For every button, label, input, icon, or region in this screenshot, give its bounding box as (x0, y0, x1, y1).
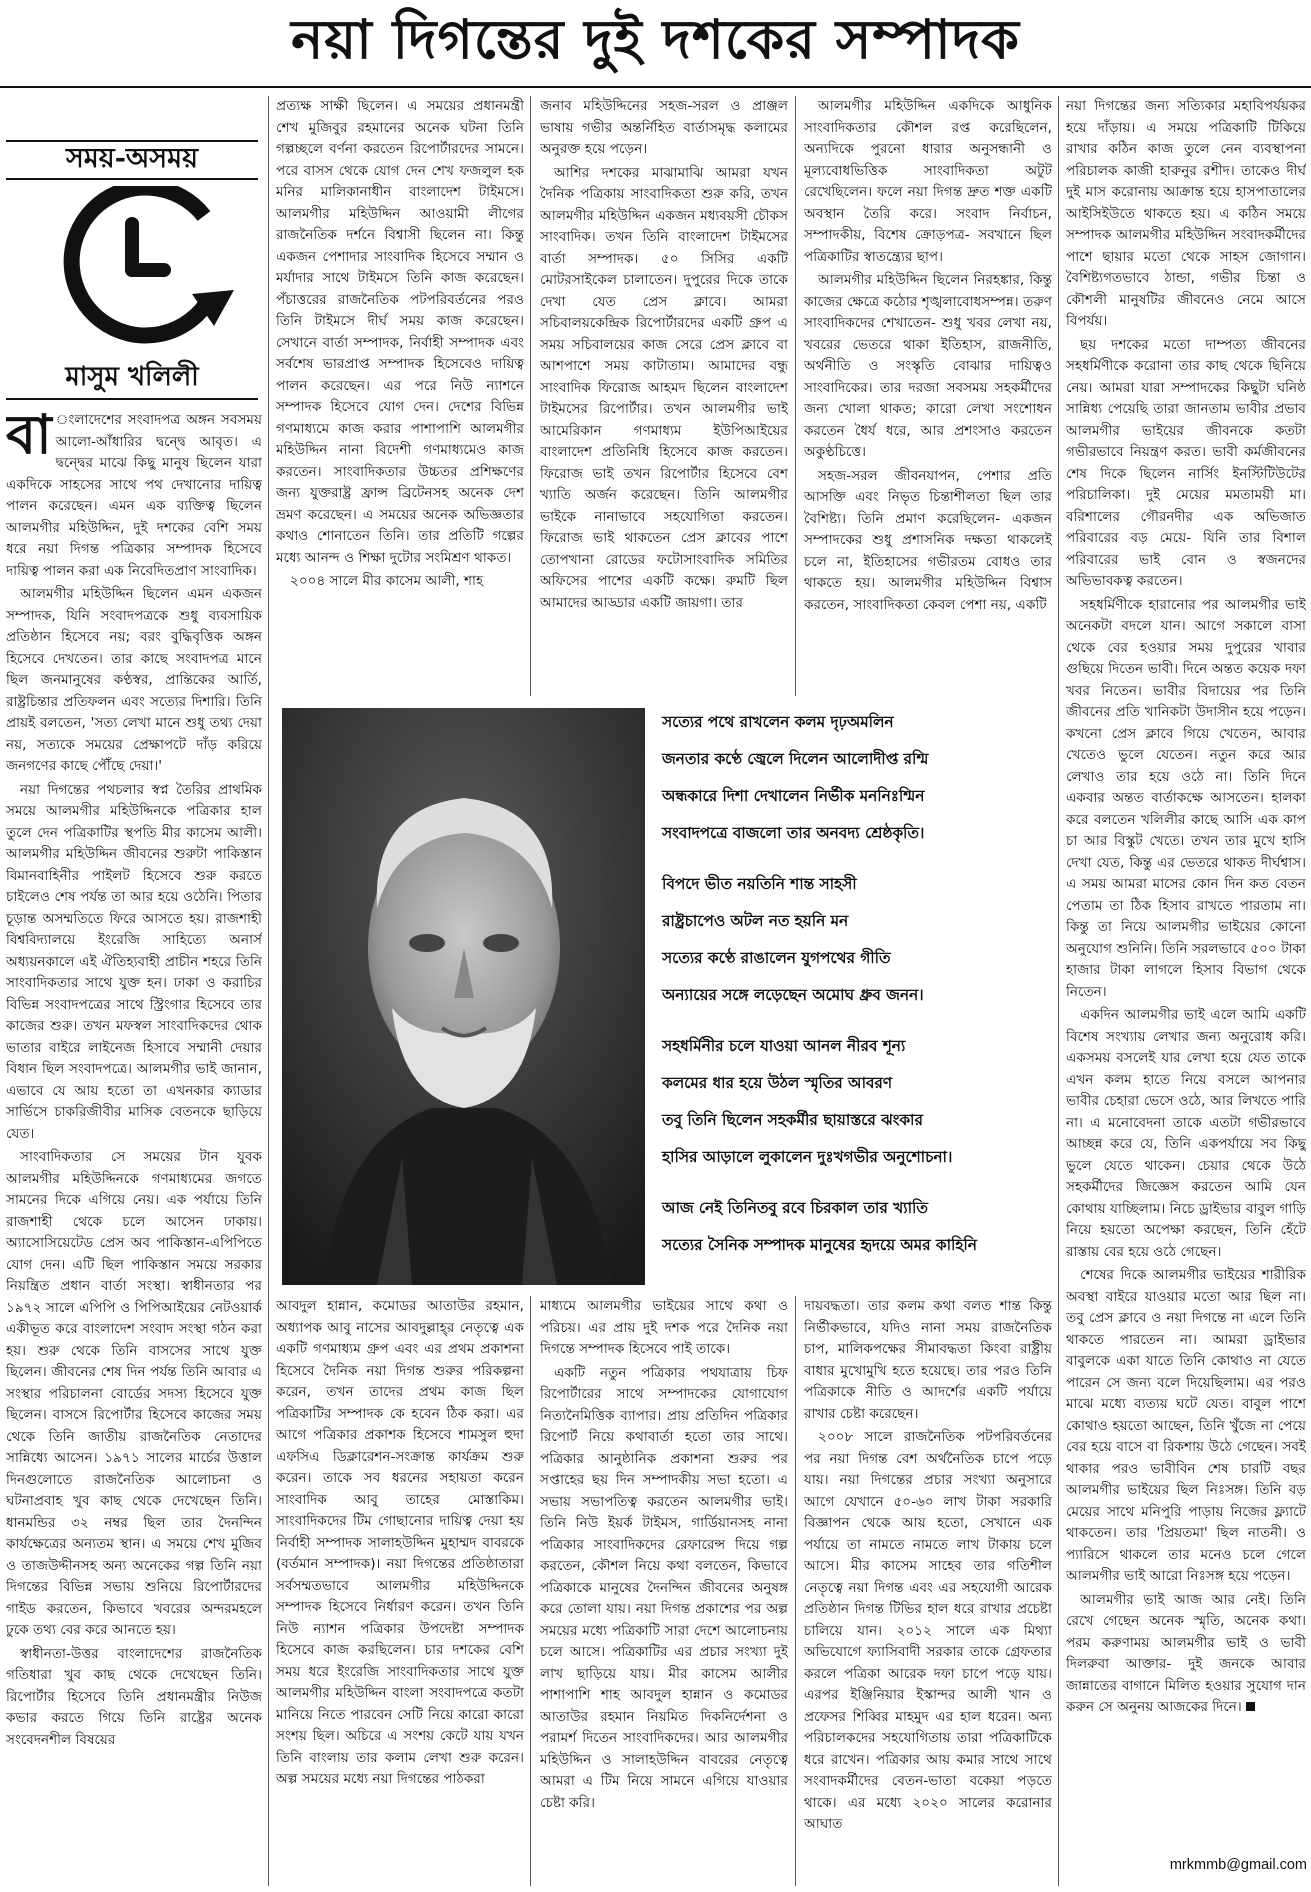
drop-cap: বা (6, 410, 52, 466)
column-title: সময়-অসময় (6, 140, 258, 180)
poem-line: হাসির আড়ালে লুকালেন দুঃখগভীর অনুশোচনা। (662, 1148, 953, 1166)
paragraph: নয়া দিগন্তের জন্য সত্যিকার মহাবিপর্যয়কর হয়ে দাঁড়ায়। এ সময়ে পত্রিকাটি টিকিয়ে রাখার কঠিন কাজ তুলে নেন ব্যবস্থাপনা পরিচালক কাজী হারুনুর রশীদ। তাকেও দীর্ঘ দুই মাস করোনায় আক্রান্ত হয়ে হাসপাতালের আইসিইউতে থাকতে হয়। এ কঠিন সময়ে সম্পাদক আলমগীর মহিউদ্দিন সংবাদকর্মীদের পাশে ছায়ার মতো থেকে সাহস জোগান। বৈশিষ্ট্যগতভাবে ঠান্ডা, গভীর চিন্তা ও কৌশলী মানুষটির জীবনেও নেমে আসে বিপর্যয়। (1066, 98, 1306, 329)
poem-stanza (662, 1190, 1046, 1264)
paragraph: আলমগীর মহিউদ্দিন একদিকে আধুনিক সাংবাদিকতার কৌশল রপ্ত করেছিলেন, অন্যদিকে পুরনো ধারার অনুসন্ধানী ও মূল্যবোধভিত্তিক সাংবাদিকতা অটুট রেখেছিলেন। ফলে নয়া দিগন্ত দ্রুত শক্ত একটি অবস্থান তৈরি করে। সংবাদ নির্বাচন, সম্পাদকীয়, বিশেষ ক্রোড়পত্র- সবখানে ছিল পত্রিকাটির স্বাতন্ত্র্যের ছাপ। (804, 98, 1052, 265)
paragraph: নয়া দিগন্তের পথচলার স্বপ্ন তৈরির প্রাথমিক সময়ে আলমগীর মহিউদ্দিনকে পত্রিকার হাল তুলে দেন পত্রিকাটির স্থপতি মীর কাসেম আলী। আলমগীর মহিউদ্দিন জীবনের শুরুটা পাকিস্তান বিমানবাহিনীর পাইলট হিসেবে শুরু করতে চাইলেও শেষ পর্যন্ত তা আর হয়ে ওঠেনি। পিতার চূড়ান্ত অসম্মতিতে ফিরে আসতে হয়। রাজশাহী বিশ্ববিদ্যালয়ে ইংরেজি সাহিত্যে অনার্স অধ্যয়নকালে এই ঐতিহ্যবাহী প্রাচীন শহরে তিনি সাংবাদিকতার সাথে যুক্ত হন। ঢাকা ও করাচির বিভিন্ন সংবাদপত্রের সাথে স্ট্রিংগার হিসেবে তার কাজের শুরু। তখন মফস্বল সাংবাদিকদের থোক ভাতার বাইরে লাইনেজ হিসাবে সম্মানী দেয়ার বিধান ছিল সংবাদপত্রে। আলমগীর ভাই জানান, এভাবে যে আয় হতো তা এখনকার ক্যাডার সার্ভিসে চাকরিজীবীর মাসিক বেতনকে ছাড়িয়ে যেত। (6, 781, 262, 1142)
clock-icon (14, 186, 250, 356)
column-rule (795, 96, 796, 696)
paragraph: একদিন আলমগীর ভাই এলে আমি একটি বিশেষ সংখ্যায় লেখার জন্য অনুরোধ করি। একসময় বসলেই যার লেখা হয়ে যেত তাকে এখন কলম হাতে নিয়ে বসলে আপনার ভাবীর চেহারা ভেসে ওঠে, আর লিখতে পারি না। এ মনোবেদনা তাকে এতটা গভীরভাবে আচ্ছন্ন করে যে, তিনি একপর্যায়ে সব কিছু ভুলে যেতে থাকেন। চেয়ার থেকে উঠে সহকর্মীদের জিজ্ঞেস করতেন আমি যেন কোথায় যাচ্ছিলাম। নিচে ড্রাইভার বাবুল গাড়ি নিয়ে হয়তো অপেক্ষা করছেন, তিনি হেঁটে রাস্তায় বের হয়ে ওঠে গেছেন। (1066, 1007, 1306, 1260)
paragraph: আশির দশকের মাঝামাঝি আমরা যখন দৈনিক পত্রিকায় সাংবাদিকতা শুরু করি, তখন আলমগীর মহিউদ্দিন একজন মধ্যবয়সী চৌকস সাংবাদিক। তখন তিনি বাংলাদেশ টাইমসের বার্তা সম্পাদক। ৫০ সিসির একটি মোটরসাইকেল চালাতেন। দুপুরের দিকে তাকে দেখা যেত প্রেস ক্লাবে। আমরা সচিবালয়কেন্দ্রিক রিপোর্টারদের একটি গ্রুপ এ সময় সচিবালয়ের কাজ সেরে প্রেস ক্লাবে বা আশপাশে সময় কাটাতাম। আমাদের বন্ধু সাংবাদিক ফিরোজ আহমদ ছিলেন বাংলাদেশ টাইমসের রিপোর্টার। তখন আলমগীর ভাই আমেরিকান গণমাধ্যম ইউপিআইয়ের বাংলাদেশ প্রতিনিধি হিসেবে কাজ করতেন। ফিরোজ ভাই তখন রিপোর্টার হিসেবে বেশ খ্যাতি অর্জন করেছেন। তিনি আলমগীর ভাইকে নানাভাবে সহযোগিতা করতেন। ফিরোজ ভাই থাকতেন প্রেস ক্লাবের পাশে তোপখানা রোডের ফটোসাংবাদিক সমিতির অফিসের পাশের একটি কক্ষে। রুমটি ছিল আমাদের আড্ডার একটি জায়গা। তার (540, 164, 788, 611)
column-2-upper (276, 96, 524, 696)
paragraph: মাধ্যমে আলমগীর ভাইয়ের সাথে কথা ও পরিচয়। এর প্রায় দুই দশক পরে দৈনিক নয়া দিগন্তে সম্পাদক হিসেবে পাই তাকে। (540, 1298, 788, 1357)
poem-line: আজ নেই তিনিতবু রবে চিরকাল তার খ্যাতি (662, 1199, 928, 1217)
poem-line: সত্যের সৈনিক সম্পাদক মানুষের হৃদয়ে অমর কাহিনি (662, 1236, 977, 1254)
end-mark (1246, 1702, 1255, 1711)
poem-line: অন্যায়ের সঙ্গে লড়েছেন অমোঘ ধ্রুব জনন। (662, 986, 924, 1004)
paragraph: প্রত্যক্ষ সাক্ষী ছিলেন। এ সময়ের প্রধানমন্ত্রী শেখ মুজিবুর রহমানের অনেক ঘটনা তিনি গল্পচ্ছলে বর্ণনা করতেন রিপোর্টারদের সামনে। পরে বাসস থেকে যোগ দেন শেখ ফজলুল হক মনির মালিকানাধীন বাংলাদেশ টাইমসে। আলমগীর মহিউদ্দিন আওয়ামী লীগের রাজনৈতিক দর্শনে বিশ্বাসী ছিলেন না। কিন্তু একজন পেশাদার সাংবাদিক হিসেবে সম্মান ও মর্যাদার সাথে টাইমসে তিনি কাজ করেছেন। পঁচাত্তরের রাজনৈতিক পটপরিবর্তনের পরও তিনি টাইমসে দীর্ঘ সময় কাজ করেছেন। সেখানে বার্তা সম্পাদক, নির্বাহী সম্পাদক এবং সর্বশেষ ভারপ্রাপ্ত সম্পাদক হিসেবেও দায়িত্ব পালন করেছেন। এর পরে নিউ ন্যাশনে সম্পাদক হিসেবে যোগ দেন। দেশের বিভিন্ন গণমাধ্যমে কাজ করার পাশাপাশি আলমগীর মহিউদ্দিন নানা বিদেশী গণমাধ্যমেও কাজ করতেন। সাংবাদিকতার উচ্চতর প্রশিক্ষণের জন্য যুক্তরাষ্ট্র ফ্রান্স ব্রিটেনসহ অনেক দেশ ভ্রমণ করেছেন। এ সময়ের অনেক অভিজ্ঞতার কথাও শোনাতেন তিনি। তার প্রতিটি গল্পের মধ্যে আনন্দ ও শিক্ষা দুটোর সংমিশ্রণ থাকত। (276, 98, 524, 566)
paragraph: জনাব মহিউদ্দিনের সহজ-সরল ও প্রাঞ্জল ভাষায় গভীর অন্তর্নিহিত বার্তাসমৃদ্ধ কলামের অনুরক্ত হয়ে পড়েন। (540, 98, 788, 157)
paragraph: স্বাধীনতা-উত্তর বাংলাদেশের রাজনৈতিক গতিধারা খুব কাছ থেকে দেখেছেন তিনি। রিপোর্টার হিসেবে তিনি প্রধানমন্ত্রীর নিউজ কভার করতে গিয়ে তিনি রাষ্ট্রের অনেক সংবেদনশীল বিষয়ের (6, 1645, 262, 1748)
paragraph: ছয় দশকের মতো দাম্পত্য জীবনের সহধর্মিণীকে করোনা তার কাছ থেকে ছিনিয়ে নেয়। আমরা যারা সম্পাদকের কিছুটা ঘনিষ্ঠ সান্নিধ্য পেয়েছি তারা জানতাম ভাবীর প্রভাব আলমগীর ভাইয়ের জীবনকে কতটা গভীরভাবে নিয়ন্ত্রণ করত। ভাবী কর্মজীবনের শেষ দিকে ছিলেন নার্সিং ইনস্টিটিউটের পরিচালিকা। দুই মেয়ের মমতাময়ী মা। বরিশালের গৌরনদীর এক অভিজাত পরিবারের বড় মেয়ে- যিনি তার বিশাল পরিবারের ভাই বোন ও স্বজনদের অভিভাবকত্ব করতেন। (1066, 336, 1306, 589)
poem-line: কলমের ধার হয়ে উঠল স্মৃতির আবরণ (662, 1074, 893, 1092)
paragraph: ২০০৮ সালে রাজনৈতিক পটপরিবর্তনের পর নয়া দিগন্ত বেশ অর্থনৈতিক চাপে পড়ে যায়। নয়া দিগন্তের প্রচার সংখ্যা অনুসারে আগে যেখানে ৫০-৬০ লাখ টাকা সরকারি বিজ্ঞাপন থেকে আয় হতো, সেখানে এক পর্যায়ে তা নামতে নামতে লাখ টাকায় চলে আসে। মীর কাসেম সাহেব তার গতিশীল নেতৃত্বে নয়া দিগন্ত এবং এর সহযোগী আরেক প্রতিষ্ঠান দিগন্ত টিভির হাল ধরে রাখার প্রচেষ্টা চালিয়ে যান। ২০১২ সালে এক মিথ্যা অভিযোগে ফ্যাসিবাদী সরকার তাকে গ্রেফতার করলে পত্রিকা আরেক দফা চাপে পড়ে যায়। এরপর ইঞ্জিনিয়ার ইস্কান্দর আলী খান ও প্রফেসর শিব্বির মাহমুদ এর হাল ধরেন। অন্য পরিচালকদের সহযোগিতায় তারা পত্রিকাটিকে ধরে রাখেন। পত্রিকার আয় কমার সাথে সাথে সংবাদকর্মীদের বেতন-ভাতা বকেয়া পড়তে থাকে। এর মধ্যে ২০২০ সালের করোনার আঘাত (804, 1429, 1052, 1832)
paragraph: আলমগীর মহিউদ্দিন ছিলেন নিরহঙ্কার, কিন্তু কাজের ক্ষেত্রে কঠোর শৃঙ্খলাবোধসম্পন্ন। তরুণ সাংবাদিকদের শেখাতেন- শুধু খবর লেখা নয়, খবরের ভেতরে থাকা ইতিহাস, রাজনীতি, অর্থনীতি ও সংস্কৃতি বোঝার দায়িত্বও সাংবাদিকের। তার দরজা সবসময় সহকর্মীদের জন্য খোলা থাকত; কারো লেখা সংশোধন করতেন ধৈর্য ধরে, আর প্রশংসাও করতেন অকুণ্ঠচিত্তে। (804, 272, 1052, 460)
column-rule (530, 96, 531, 696)
poem-line: সহধর্মিনীর চলে যাওয়া আনল নীরব শূন্য (662, 1037, 906, 1055)
paragraph: সহধর্মিণীকে হারানোর পর আলমগীর ভাই অনেকটা বদলে যান। আগে সকালে বাসা থেকে বের হওয়ার সময় দুপুরের খাবার গুছিয়ে দিতেন ভাবী। দিনে অন্তত কয়েক দফা খবর নিতেন। ভাবীর বিদায়ের পর তিনি জীবনের প্রতি খানিকটা উদাসীন হয়ে পড়েন। কখনো প্রেস ক্লাবে গিয়ে খেতেন, আবার খেতেও ভুলে যেতেন। নতুন করে আর লেখাও তার হয়ে ওঠে না। তিনি দিনে একবার অন্তত বার্তাকক্ষে আসতেন। হালকা করে বলতেন খলিলীর কাছে আসি এক কাপ চা আর বিস্কুট খেতে। তখন তার মুখে হাসি দেখা যেত, কিন্তু এর ভেতরে থাকত দীর্ঘশ্বাস। এ সময় আমরা মাসের কোন দিন কত বেতন পেতাম তা ঠিক হিসাব রাখতে পারতাম না। কিন্তু তা নিয়ে আলমগীর ভাইয়ের কোনো অনুযোগ শুনিনি। তিনি সরলভাবে ৫০০ টাকা হাজার টাকা লাগলে হিসাব বিভাগ থেকে নিতেন। (1066, 596, 1306, 1000)
paragraph: একটি নতুন পত্রিকার পথযাত্রায় চিফ রিপোর্টারের সাথে সম্পাদকের যোগাযোগ নিত্যনৈমিত্তিক ব্যাপার। প্রায় প্রতিদিন পত্রিকার রিপোর্ট নিয়ে কথাবার্তা হতো তার সাথে। পত্রিকার আনুষ্ঠানিক প্রকাশনা শুরুর পর সপ্তাহের ছয় দিন সম্পাদকীয় সভা হতো। এ সভায় সভাপতিত্ব করতেন আলমগীর ভাই। তিনি নিউ ইয়র্ক টাইমস, গার্ডিয়ানসহ নানা পত্রিকার সাংবাদিকদের রেফারেন্স দিয়ে গল্প করতেন, কৌশল নিয়ে কথা বলতেন, কিভাবে পত্রিকাকে মানুষের দৈনন্দিন জীবনের অনুষঙ্গ করে তোলা যায়। নয়া দিগন্ত প্রকাশের পর অল্প সময়ের মধ্যে পত্রিকাটি সারা দেশে আলোচনায় চলে আসে। পত্রিকাটির এর প্রচার সংখ্যা দুই লাখ ছাড়িয়ে যায়। মীর কাসেম আলীর পাশাপাশি শাহ আবদুল হান্নান ও কমোডর আতাউর রহমান নিয়মিত দিকনির্দেশনা ও পরামর্শ দিতেন সাংবাদিকদের। আর আলমগীর মহিউদ্দিন ও সালাহউদ্দিন বাবরের নেতৃত্বে আমরা এ টিম নিয়ে সামনে এগিয়ে যাওয়ার চেষ্টা করি। (540, 1364, 788, 1811)
poem-stanza (662, 1028, 1046, 1176)
paragraph: আবদুল হান্নান, কমোডর আতাউর রহমান, অধ্যাপক আবু নাসের আবদুল্লাহ্‌র নেতৃত্বে এক একটি গণমাধ্যম গ্রুপ এবং এর প্রথম প্রকাশনা হিসেবে দৈনিক নয়া দিগন্ত শুরুর পরিকল্পনা করেন, তখন তাদের প্রথম কাজ ছিল পত্রিকাটির সম্পাদক কে হবেন ঠিক করা। এর আগে পত্রিকার প্রকাশক হিসেবে শামসুল হুদা এফসিএ ডিক্লারেশন-সংক্রান্ত কার্যক্রম শুরু করেন। তাকে সব ধরনের সহায়তা করেন সাংবাদিক আবু তাহের মোস্তাকিম। সাংবাদিকদের টিম গোছানোর দায়িত্ব দেয়া হয় নির্বাহী সম্পাদক সালাহউদ্দিন মুহাম্মদ বাবরকে (বর্তমান সম্পাদক)। নয়া দিগন্তের প্রতিষ্ঠাতারা সর্বসম্মতভাবে আলমগীর মহিউদ্দিনকে সম্পাদক হিসেবে নির্ধারণ করেন। তখন তিনি নিউ ন্যাশন পত্রিকার উপদেষ্টা সম্পাদক হিসেবে কাজ করছিলেন। চার দশকের বেশি সময় ধরে ইংরেজি সাংবাদিকতার সাথে যুক্ত আলমগীর মহিউদ্দিন বাংলা সংবাদপত্রে কতটা মানিয়ে নিতে পারবেন সেটি নিয়ে কারো কারো সংশয় ছিল। অচিরে এ সংশয় কেটে যায় যখন তিনি বাংলায় তার কলাম লেখা শুরু করেন। অল্প সময়ের মধ্যে নয়া দিগন্তের পাঠকরা (276, 1298, 524, 1787)
column-1 (6, 410, 262, 1886)
poem-stanza (662, 866, 1046, 1014)
poem-line: সত্যের পথে রাখলেন কলম দৃঢ়অমলিন (662, 713, 894, 731)
author-email: mrkmmb@gmail.com (1169, 1857, 1307, 1873)
paragraph: ২০০৪ সালে মীর কাসেম আলী, শাহ (290, 573, 484, 589)
poem-line: সংবাদপত্রে বাজলো তার অনবদ্য শ্রেষ্ঠকৃতি। (662, 824, 925, 842)
column-2-lower (276, 1296, 524, 1886)
paragraph: দায়বদ্ধতা। তার কলম কথা বলত শান্ত কিন্তু নির্ভীকভাবে, যদিও নানা সময় রাজনৈতিক চাপ, মালিকপক্ষের সীমাবদ্ধতা কিংবা রাষ্ট্রীয় বাধার মুখোমুখি হতে হয়েছে। তার পরও তিনি পত্রিকাকে নীতি ও আদর্শের একটি পর্যায়ে রাখার চেষ্টা করেছেন। (804, 1298, 1052, 1422)
column-3-lower (540, 1296, 788, 1886)
poem-line: জনতার কণ্ঠে জ্বেলে দিলেন আলোদীপ্ত রশ্মি (662, 750, 929, 768)
poem-stanza (662, 704, 1046, 852)
paragraph: ংলাদেশের সংবাদপত্র অঙ্গন সবসময় আলো-আঁধারির দ্বন্দ্বে আবৃত। এ দ্বন্দ্বের মাঝে কিছু মানুষ ছিলেন যারা একদিকে সাহসের সাথে পথ দেখানোর দায়িত্ব পালন করেছেন। এমন এক ব্যক্তিত্ব ছিলেন আলমগীর মহিউদ্দিন, দুই দশকের বেশি সময় ধরে নয়া দিগন্ত পত্রিকার সম্পাদক হিসেবে দায়িত্ব পালন করা এক নিবেদিতপ্রাণ সাংবাদিক। (6, 412, 262, 579)
poem-line: অন্ধকারে দিশা দেখালেন নির্ভীক মননিঃশ্মিন (662, 787, 925, 805)
column-5 (1066, 96, 1306, 1852)
poem-line: সত্যের কণ্ঠে রাঙালেন যুগপথের গীতি (662, 949, 891, 967)
paragraph: আলমগীর মহিউদ্দিন ছিলেন এমন একজন সম্পাদক, যিনি সংবাদপত্রকে শুধু ব্যবসায়িক প্রতিষ্ঠান হিসেবে নয়; বরং বুদ্ধিবৃত্তিক অঙ্গন হিসেবে দেখতেন। তার কাছে সংবাদপত্র মানে ছিল জনমানুষের কণ্ঠস্বর, প্রান্তিকের আর্তি, রাষ্ট্রচিন্তার প্রতিফলন এবং সত্যের দিশারি। তিনি প্রায়ই বলতেন, 'সত্য লেখা মানে শুধু তথ্য দেয়া নয়, সত্যকে সময়ের প্রেক্ষাপটে দাঁড় করিয়ে জনগণের কাছে পৌঁছে দেয়া।' (6, 586, 262, 774)
column-rule (795, 1296, 796, 1886)
poem (662, 704, 1046, 1286)
column-rule (530, 1296, 531, 1886)
paragraph: আলমগীর ভাই আজ আর নেই। তিনি রেখে গেছেন অনেক স্মৃতি, অনেক কথা। পরম করুণাময় আলমগীর ভাই ও ভাবী দিলরুবা আক্তার- দুই জনকে আবার জান্নাতের বাগানে মিলিত হওয়ার সুযোগ দান করুন সে অনুনয় আজকের দিনে। (1066, 1591, 1306, 1715)
column-4-upper (804, 96, 1052, 696)
column-rule (1058, 96, 1059, 1886)
headline: নয়া দিগন্তের দুই দশকের সম্পাদক (0, 0, 1311, 88)
author-name: মাসুম খলিলী (6, 358, 258, 400)
paragraph: সহজ-সরল জীবনযাপন, পেশার প্রতি আসক্তি এবং নিভৃত চিন্তাশীলতা ছিল তার বৈশিষ্ট্য। তিনি প্রমাণ করেছিলেন- একজন সম্পাদকের শুধু প্রশাসনিক দক্ষতা থাকলেই চলে না, ইতিহাসের গভীরতম বোধও তার থাকতে হয়। আলমগীর মহিউদ্দিন বিশ্বাস করতেন, সাংবাদিকতা কেবল পেশা নয়, একটি (804, 467, 1052, 613)
poem-line: বিপদে ভীত নয়তিনি শান্ত সাহসী (662, 875, 857, 893)
column-rule (268, 96, 269, 1886)
portrait-photo (282, 708, 645, 1285)
paragraph: শেষের দিকে আলমগীর ভাইয়ের শারীরিক অবস্থা বাইরে যাওয়ার মতো আর ছিল না। তবু প্রেস ক্লাবে ও নয়া দিগন্তে না এলে তিনি থাকতে পারতেন না। আমরা ড্রাইভার বাবুলকে একা যাতে তিনি কোথাও না যেতে পারেন সে জন্য বলে দিয়েছিলাম। এর পরও মাঝে মধ্যে ব্যত্যয় ঘটে যেত। বাবুল পাশে কোথাও হয়তো আছেন, তিনি খুঁজে না পেয়ে বের হয়ে বাসে বা রিকশায় উঠে গেছেন। সবই থাকার পরও ভাবীবিন শেষ চারটি বছর আলমগীর ভাইয়ের ছিল নিঃসঙ্গ। তিনি বড় মেয়ের সাথে মনিপুরি পাড়ায় নিজের ফ্ল্যাটে থাকতেন। তার 'প্রিয়তমা' ছিল নাতনী। ও প্যারিসে থাকলে তার মনেও চলে গেলে আলমগীর ভাই আরো নিঃসঙ্গ হয়ে পড়েন। (1066, 1267, 1306, 1584)
poem-line: রাষ্ট্রচাপেও অটল নত হয়নি মন (662, 912, 849, 930)
paragraph: সাংবাদিকতার সে সময়ের টান যুবক আলমগীর মহিউদ্দিনকে গণমাধ্যমের জগতে সামনের দিকে এগিয়ে নেয়। এক পর্যায়ে তিনি রাজশাহী থেকে চলে আসেন ঢাকায়। অ্যাসোসিয়েটেড প্রেস অব পাকিস্তান-এপিপিতে যোগ দেন। এটি ছিল পাকিস্তান সময়ে সরকার নিয়ন্ত্রিত প্রধান বার্তা সংস্থা। স্বাধীনতার পর ১৯৭২ সালে এপিপি ও পিপিআইয়ের নেটওয়ার্ক একীভূত করে বাংলাদেশ সংবাদ সংস্থা গঠন করা হয়। শুরু থেকে তিনি বাসসের সাথে যুক্ত ছিলেন। জীবনের শেষ দিন পর্যন্ত তিনি আবার এ সংস্থার পরিচালনা বোর্ডের সদস্য হিসেবে যুক্ত ছিলেন। বাসসে রিপোর্টার হিসেবে কাজের সময় থেকে তিনি জাতীয় রাজনৈতিক নেতাদের সান্নিধ্যে আসেন। ১৯৭১ সালের মার্চের উত্তাল দিনগুলোতে রাজনৈতিক আলোচনা ও ঘটনাপ্রবাহ খুব কাছ থেকে দেখেছেন তিনি। ধানমন্ডির ৩২ নম্বর ছিল তার দৈনন্দিন কার্যক্ষেত্রের অন্যতম স্থান। এ সময়ে শেখ মুজিব ও তাজউদ্দীনসহ অন্য অনেকের গল্প তিনি নয়া দিগন্তের বিভিন্ন সভায় শুনিয়ে রিপোর্টারদের গাইড করতেন, কিভাবে খবরের অন্দরমহলে ঢুকে তথ্য বের করে আনতে হয়। (6, 1149, 262, 1638)
poem-line: তবু তিনি ছিলেন সহকর্মীর ছায়াস্তরে ঝংকার (662, 1111, 923, 1129)
column-4-lower (804, 1296, 1052, 1886)
column-3-upper (540, 96, 788, 696)
